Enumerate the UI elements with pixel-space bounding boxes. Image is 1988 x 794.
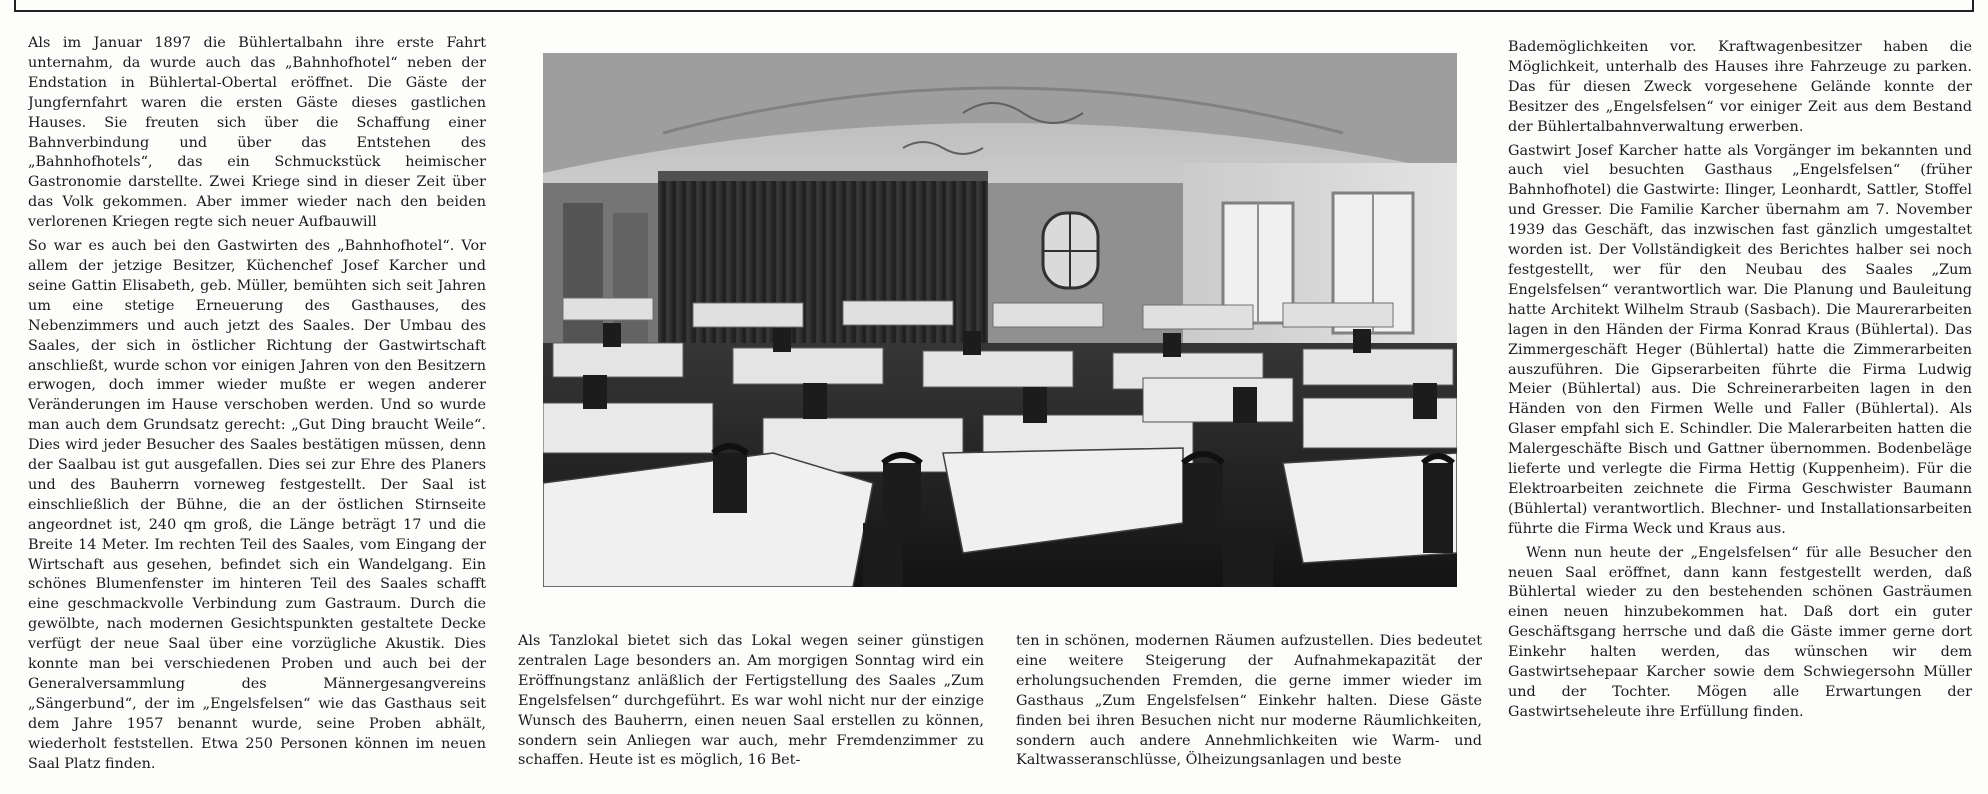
paragraph: Bademöglichkeiten vor. Kraftwagenbesitzer haben die Möglichkeit, unterhalb des Hauses ihre Fahrzeuge zu parken. Das für diesen Zweck vorgesehene Gelände konnte der Besitzer des „Engelsfelsen“ vor einiger Zeit aus dem Bestand der Bühlertalbahnverwaltung erwerben. (1508, 39, 1972, 135)
paragraph: Wenn nun heute der „Engelsfelsen“ für alle Besucher den neuen Saal eröffnet, dann kann festgestellt werden, daß Bühlertal wieder zu den bestehenden schönen Gasträumen einen neuen hinzubekommen hat. Daß dort ein guter Geschäftsgang herrsche und daß die Gäste immer gerne dort Einkehr halten werden, das wünschen wir dem Gastwirtsehepaar Karcher sowie dem Schwiegersohn Müller und der Tochter. Mögen alle Erwartungen der Gastwirtseheleute ihre Erfüllung finden. (1508, 544, 1972, 720)
article-column-middle-2 (1016, 632, 1482, 782)
paragraph: So war es auch bei den Gastwirten des „Bahnhofhotel“. Vor allem der jetzige Besitzer, Küchenchef Josef Karcher und seine Gattin Elisabeth, geb. Müller, bemühten sich seit Jahren um eine stetige Erneuerung des Gasthauses, des Nebenzimmers und auch jetzt des Saales. Der Umbau des Saales, der sich in östlicher Richtung der Gastwirtschaft anschließt, wurde schon vor einigen Jahren von den Besitzern erwogen, doch immer wieder mußte er wegen anderer Veränderungen im Hause verschoben werden. Und so wurde man auch dem Grundsatz gerecht: „Gut Ding braucht Weile“. Dies wird jeder Besucher des Saales bestätigen müssen, denn der Saalbau ist gut ausgefallen. Dies sei zur Ehre des Planers und des Bauherrn vorneweg festgestellt. Der Saal ist einschließlich der Bühne, die an der östlichen Stirnseite angeordnet ist, 240 qm groß, die Länge beträgt 17 und die Breite 14 Meter. Im rechten Teil des Saales, vom Eingang der Wirtschaft aus gesehen, befindet sich ein Wandelgang. Ein schönes Blumenfenster im hinteren Teil des Saales schafft eine geschmackvolle Verbindung zum Gastraum. Durch die gewölbte, nach modernen Gesichtspunkten gestaltete Decke verfügt der neue Saal über eine vorzügliche Akustik. Dies konnte man bei verschiedenen Proben und auch bei der Generalversammlung des Männergesangvereins „Sängerbund“, der im „Engelsfelsen“ wie das Gasthaus seit dem Jahre 1957 benannt wurde, seine Proben abhält, wiederholt feststellen. Etwa 250 Personen können im neuen Saal Platz finden. (28, 238, 486, 772)
top-rule (14, 10, 1974, 12)
paragraph: Als im Januar 1897 die Bühlertalbahn ihre erste Fahrt unternahm, da wurde auch das „Bahnhofhotel“ neben der Endstation in Bühlertal-Obertal eröffnet. Die Gäste der Jungfernfahrt waren die ersten Gäste dieses gastlichen Hauses. Sie freuten sich über die Schaffung einer Bahnverbindung und über das Entstehen des „Bahnhofhotels“, das ein Schmuckstück heimischer Gastronomie darstellte. Zwei Kriege sind in dieser Zeit über das Volk gekommen. Aber immer wieder nach den beiden verlorenen Kriegen regte sich neuer Aufbauwill (28, 35, 486, 231)
article-column-left (28, 34, 486, 782)
paragraph: Als Tanzlokal bietet sich das Lokal wegen seiner günstigen zentralen Lage besonders an. Am morgigen Sonntag wird ein Eröffnungstanz anläßlich der Fertigstellung des Saales „Zum Engelsfelsen“ durchgeführt. Es war wohl nicht nur der einzige Wunsch des Bauherrn, einen neuen Saal erstellen zu können, sondern sein Anliegen war auch, mehr Fremdenzimmer zu schaffen. Heute ist es möglich, 16 Bet- (518, 633, 984, 769)
right-border-line (1972, 0, 1974, 12)
article-column-middle-1 (518, 632, 984, 782)
dining-hall-photo (543, 53, 1457, 587)
article-column-right (1508, 38, 1972, 782)
left-border-line (14, 0, 16, 12)
paragraph: Gastwirt Josef Karcher hatte als Vorgänger im bekannten und auch viel besuchten Gasthaus „Engelsfelsen“ (früher Bahnhofhotel) die Gastwirte: Ilinger, Leonhardt, Sattler, Stoffel und Gresser. Die Familie Karcher übernahm am 7. November 1939 das Geschäft, das inzwischen fast gänzlich umgestaltet worden ist. Der Vollständigkeit des Berichtes halber sei noch festgestellt, wer für den Neubau des Saales „Zum Engelsfelsen“ verantwortlich war. Die Planung und Bauleitung hatte Architekt Wilhelm Straub (Sasbach). Die Maurerarbeiten lagen in den Händen der Firma Konrad Kraus (Bühlertal). Das Zimmergeschäft Heger (Bühlertal) hatte die Zimmerarbeiten auszuführen. Die Gipserarbeiten führte die Firma Ludwig Meier (Bühlertal) aus. Die Schreinerarbeiten lagen in den Händen von den Firmen Welle und Faller (Bühlertal). Als Glaser empfahl sich E. Schindler. Die Malerarbeiten hatten die Malergeschäfte Bisch und Gattner übernommen. Bodenbeläge lieferte und verlegte die Firma Hettig (Kuppenheim). Für die Elektroarbeiten zeichnete die Firma Geschwister Baumann (Bühlertal) verantwortlich. Blechner- und Installationsarbeiten führte die Firma Weck und Kraus aus. (1508, 142, 1972, 537)
paragraph: ten in schönen, modernen Räumen aufzustellen. Dies bedeutet eine weitere Steigerung der Aufnahmekapazität der erholungsuchenden Fremden, die gerne immer wieder im Gasthaus „Zum Engelsfelsen“ Einkehr halten. Diese Gäste finden bei ihren Besuchen nicht nur moderne Räumlichkeiten, sondern auch andere Annehmlichkeiten wie Warm- und Kaltwasseranschlüsse, Ölheizungsanlagen und beste (1016, 633, 1482, 769)
